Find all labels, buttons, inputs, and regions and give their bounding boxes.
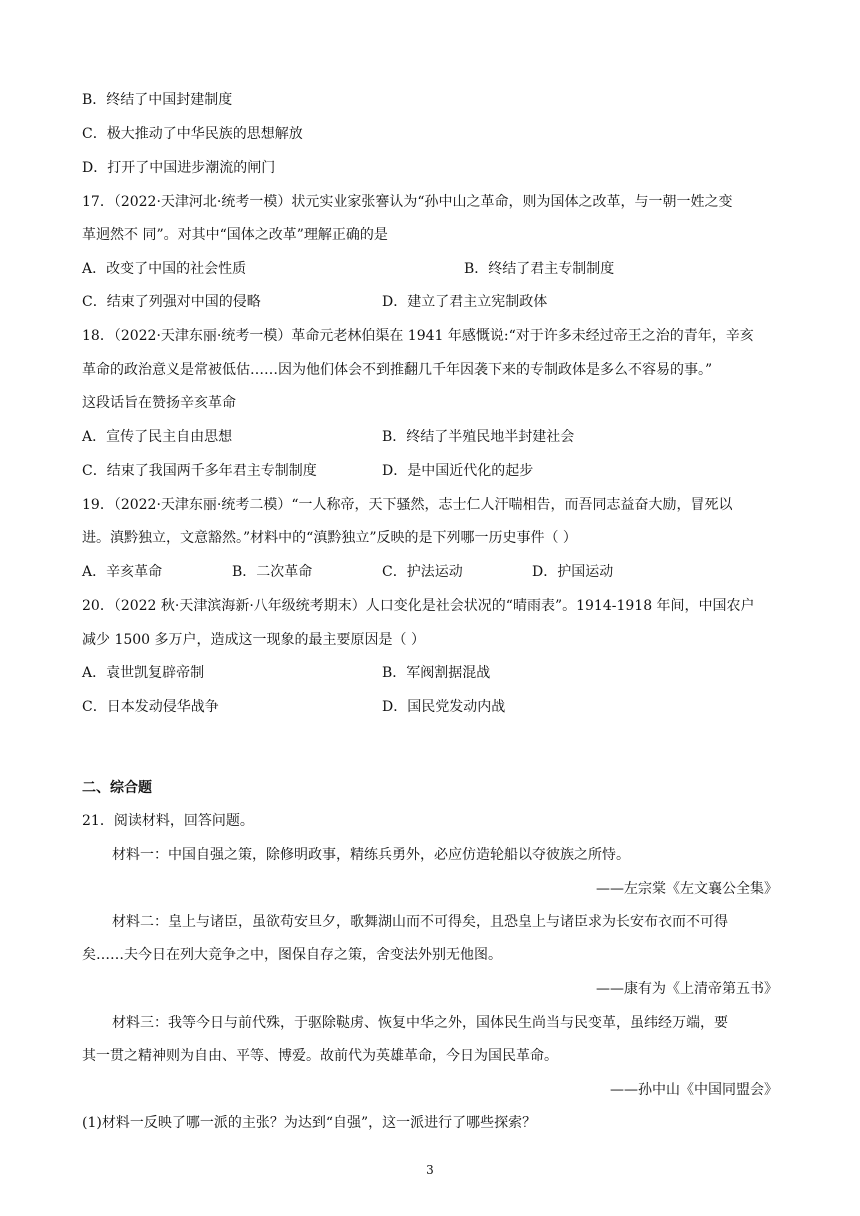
q17-options-row1 — [82, 259, 782, 279]
q20-option-a: A．袁世凯复辟帝制 — [82, 665, 205, 681]
q20-stem-line1: 20．（2022 秋·天津滨海新·八年级统考期末）人口变化是社会状况的“晴雨表”。1914-1918 年间，中国农户 — [82, 598, 755, 614]
q18-stem-line2: 革命的政治意义是常被低估……因为他们体会不到推翻几千年因袭下来的专制政体是多么不容易的事。” — [82, 362, 713, 378]
q21-material-3-source: ——孙中山《中国同盟会》 — [610, 1082, 778, 1098]
q20-options-row1 — [82, 663, 782, 683]
q21-material-2-line1: 材料二：皇上与诸臣，虽欲苟安旦夕，歌舞湖山而不可得矣，且恐皇上与诸臣求为长安布衣而不可得 — [112, 914, 728, 930]
q17-option-a: A．改变了中国的社会性质 — [82, 261, 247, 277]
q17-option-c: C．结束了列强对中国的侵略 — [82, 294, 261, 310]
q18-option-a: A．宣传了民主自由思想 — [82, 429, 233, 445]
q18-option-b: B．终结了半殖民地半封建社会 — [382, 429, 575, 445]
page-number: 3 — [426, 1163, 434, 1177]
q17-options-row2 — [82, 292, 782, 312]
q21-intro: 21．阅读材料，回答问题。 — [82, 813, 254, 829]
q17-stem-line2: 革迥然不 同”。对其中“国体之改革”理解正确的是 — [82, 227, 388, 243]
q21-material-2-source: ——康有为《上清帝第五书》 — [596, 981, 778, 997]
q16-option-c: C．极大推动了中华民族的思想解放 — [82, 126, 303, 142]
q21-subquestion-1: (1)材料一反映了哪一派的主张？为达到“自强”，这一派进行了哪些探索？ — [82, 1115, 537, 1131]
q17-option-d: D．建立了君主立宪制政体 — [382, 294, 548, 310]
q16-option-d: D．打开了中国进步潮流的闸门 — [82, 160, 276, 176]
q18-options-row1 — [82, 427, 782, 447]
q21-material-1-source: ——左宗棠《左文襄公全集》 — [596, 881, 778, 897]
q20-option-d: D．国民党发动内战 — [382, 699, 506, 715]
q18-option-c: C．结束了我国两千多年君主专制制度 — [82, 463, 317, 479]
q21-material-3-line1: 材料三：我等今日与前代殊，于驱除鞑虏、恢复中华之外，国体民生尚当与民变革，虽纬经万端，要 — [112, 1015, 728, 1031]
q20-options-row2 — [82, 697, 782, 717]
q18-stem-line3: 这段话旨在赞扬辛亥革命 — [82, 395, 236, 411]
q18-options-row2 — [82, 461, 782, 481]
section-heading: 二、综合题 — [82, 780, 152, 796]
q16-option-b: B．终结了中国封建制度 — [82, 92, 233, 108]
q17-stem-line1: 17．（2022·天津河北·统考一模）状元实业家张謇认为“孙中山之革命，则为国体之改革，与一朝一姓之变 — [82, 194, 733, 210]
q19-option-a: A．辛亥革命 — [82, 564, 163, 580]
q21-material-2-line2: 矣……夫今日在列大竞争之中，图保自存之策，舍变法外别无他图。 — [82, 947, 502, 963]
q20-stem-line2: 减少 1500 多万户，造成这一现象的最主要原因是（ ） — [82, 632, 425, 648]
q21-material-3-line2: 其一贯之精神则为自由、平等、博爱。故前代为英雄革命，今日为国民革命。 — [82, 1048, 558, 1064]
q17-option-b: B．终结了君主专制制度 — [464, 261, 615, 277]
q19-stem-line2: 进。滇黔独立，文意豁然。”材料中的“滇黔独立”反映的是下列哪一历史事件（ ） — [82, 530, 577, 546]
q18-option-d: D．是中国近代化的起步 — [382, 463, 534, 479]
q20-option-c: C．日本发动侵华战争 — [82, 699, 219, 715]
q19-stem-line1: 19．（2022·天津东丽·统考二模）“一人称帝，天下骚然，志士仁人汗喘相告，而吾同志益奋大励，冒死以 — [82, 497, 733, 513]
q18-stem-line1: 18．（2022·天津东丽·统考一模）革命元老林伯渠在 1941 年感慨说:“对于许多未经过帝王之治的青年，辛亥 — [82, 328, 754, 344]
q19-option-d: D．护国运动 — [532, 564, 614, 580]
q19-option-b: B．二次革命 — [232, 564, 313, 580]
q21-material-1: 材料一：中国自强之策，除修明政事，精练兵勇外，必应仿造轮船以夺彼族之所恃。 — [112, 847, 630, 863]
q19-option-c: C．护法运动 — [382, 564, 463, 580]
q20-option-b: B．军阀割据混战 — [382, 665, 491, 681]
